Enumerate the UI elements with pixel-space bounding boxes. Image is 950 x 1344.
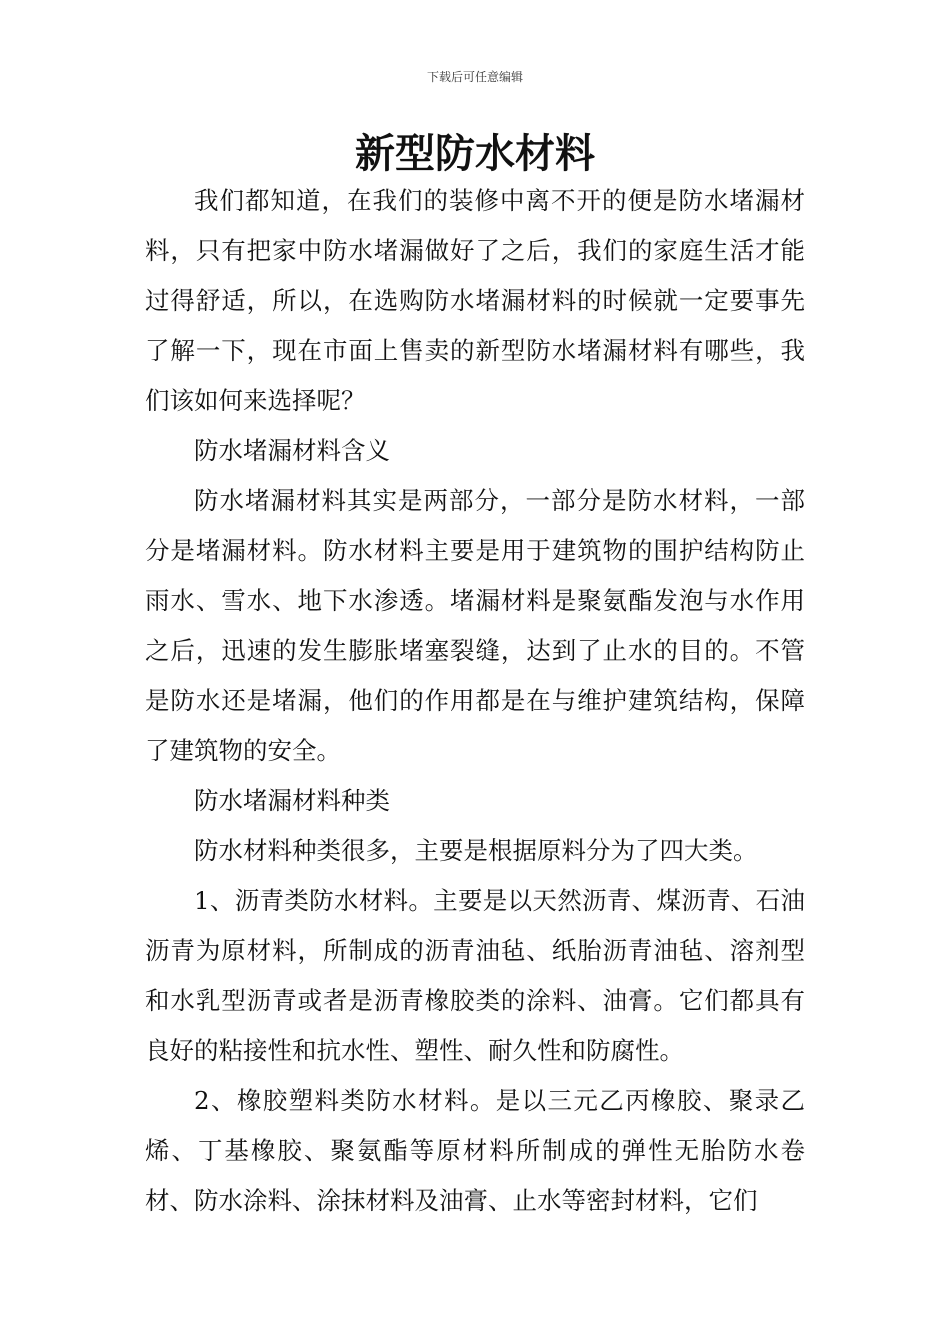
header-note: 下载后可任意编辑 — [426, 70, 523, 84]
paragraph-intro: 我们都知道，在我们的装修中离不开的便是防水堵漏材料，只有把家中防水堵漏做好了之后，我们的家庭生活才能过得舒适，所以，在选购防水堵漏材料的时候就一定要事先了解一下，现在市面上售卖的新型防水堵漏材料有哪些，我们该如何来选择呢？ — [145, 186, 805, 415]
paragraph-rubber-plastic: 2、橡胶塑料类防水材料。是以三元乙丙橡胶、聚录乙烯、丁基橡胶、聚氨酯等原材料所制成的弹性无胎防水卷材、防水涂料、涂抹材料及油膏、止水等密封材料，它们 — [145, 1086, 805, 1215]
paragraph-types-intro: 防水材料种类很多，主要是根据原料分为了四大类。 — [194, 836, 758, 865]
document-title: 新型防水材料 — [355, 130, 595, 177]
paragraph-asphalt: 1、沥青类防水材料。主要是以天然沥青、煤沥青、石油沥青为原材料，所制成的沥青油毡、纸胎沥青油毡、溶剂型和水乳型沥青或者是沥青橡胶类的涂料、油膏。它们都具有良好的粘接性和抗水性、塑性、耐久性和防腐性。 — [145, 886, 805, 1065]
section-heading-definition: 防水堵漏材料含义 — [194, 436, 390, 465]
section-heading-types: 防水堵漏材料种类 — [194, 786, 390, 815]
paragraph-definition: 防水堵漏材料其实是两部分，一部分是防水材料，一部分是堵漏材料。防水材料主要是用于建筑物的围护结构防止雨水、雪水、地下水渗透。堵漏材料是聚氨酯发泡与水作用之后，迅速的发生膨胀堵塞裂缝，达到了止水的目的。不管是防水还是堵漏，他们的作用都是在与维护建筑结构，保障了建筑物的安全。 — [145, 486, 805, 765]
document-body — [145, 176, 805, 1226]
